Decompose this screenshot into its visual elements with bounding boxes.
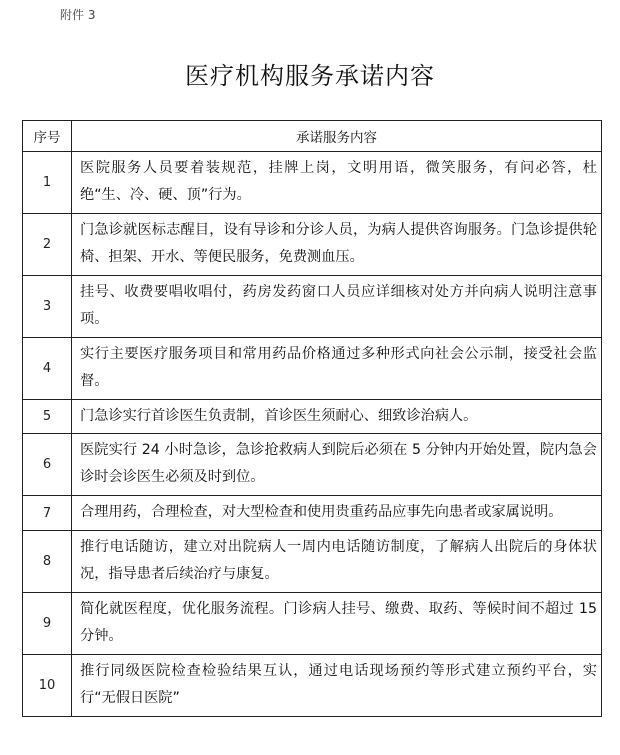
row-content: 医院实行 24 小时急诊，急诊抢救病人到院后必须在 5 分钟内开始处置，院内急会诊时会诊医生必须及时到位。 [72,434,602,496]
row-content: 门急诊实行首诊医生负责制，首诊医生须耐心、细致诊治病人。 [72,400,602,434]
row-content: 实行主要医疗服务项目和常用药品价格通过多种形式向社会公示制，接受社会监督。 [72,338,602,400]
table-row [23,496,602,531]
table-header-row [23,121,602,152]
table-row [23,276,602,338]
row-content: 简化就医程度，优化服务流程。门诊病人挂号、缴费、取药、等候时间不超过 15 分钟。 [72,593,602,655]
table-row [23,400,602,434]
row-content: 推行电话随访，建立对出院病人一周内电话随访制度，了解病人出院后的身体状况，指导患者后续治疗与康复。 [72,531,602,593]
table-row [23,152,602,214]
row-content: 推行同级医院检查检验结果互认，通过电话现场预约等形式建立预约平台，实行“无假日医院” [72,655,602,717]
row-content: 合理用药，合理检查，对大型检查和使用贵重药品应事先向患者或家属说明。 [72,496,602,531]
table-row [23,655,602,717]
attachment-label: 附件 3 [60,8,96,22]
row-number: 10 [23,655,72,717]
header-serial-number: 序号 [23,121,72,152]
row-number: 4 [23,338,72,400]
row-number: 7 [23,496,72,531]
header-commitment-content: 承诺服务内容 [72,121,602,152]
table-row [23,214,602,276]
row-number: 9 [23,593,72,655]
row-number: 6 [23,434,72,496]
row-number: 8 [23,531,72,593]
document-title: 医疗机构服务承诺内容 [185,62,435,90]
row-number: 1 [23,152,72,214]
table-row [23,593,602,655]
row-content: 医院服务人员要着装规范，挂牌上岗，文明用语，微笑服务，有问必答，杜绝“生、冷、硬、顶”行为。 [72,152,602,214]
row-number: 5 [23,400,72,434]
service-commitment-table [22,120,602,717]
table-row [23,338,602,400]
row-number: 2 [23,214,72,276]
table-row [23,531,602,593]
row-content: 门急诊就医标志醒目，设有导诊和分诊人员，为病人提供咨询服务。门急诊提供轮椅、担架、开水、等便民服务，免费测血压。 [72,214,602,276]
row-number: 3 [23,276,72,338]
row-content: 挂号、收费要唱收唱付，药房发药窗口人员应详细核对处方并向病人说明注意事项。 [72,276,602,338]
table-row [23,434,602,496]
